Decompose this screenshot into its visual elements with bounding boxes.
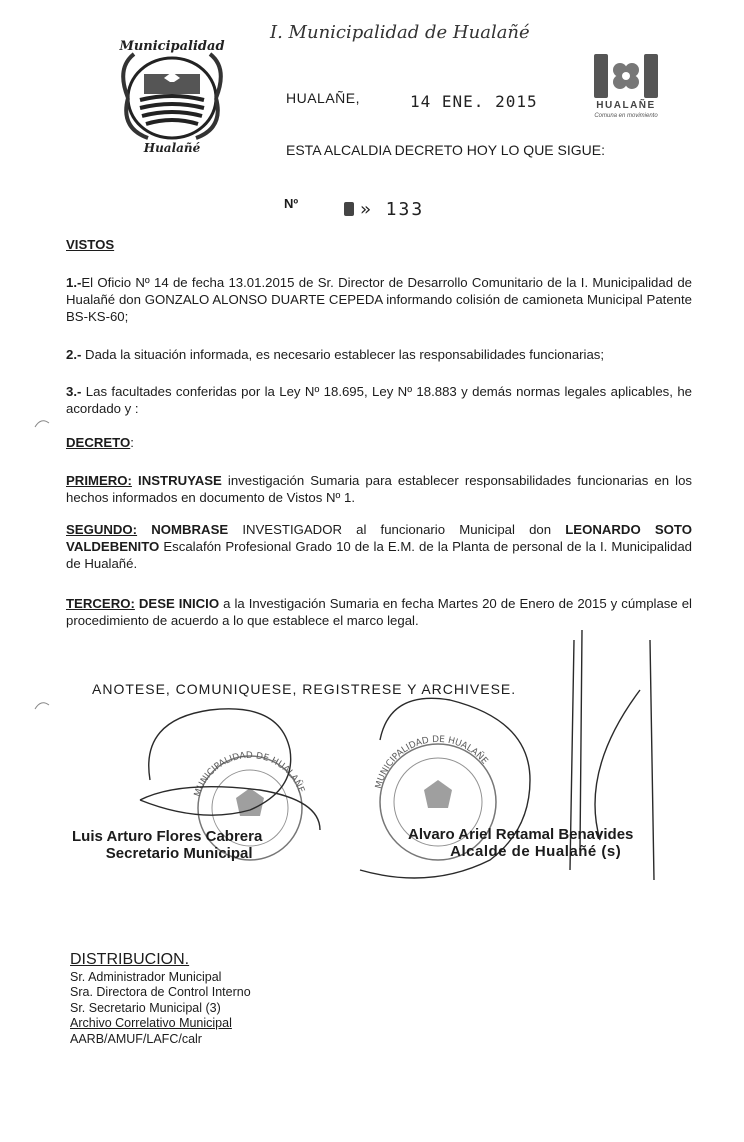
decree-date: 14 ENE. 2015 — [410, 92, 538, 111]
left-stamp-top-text: MUNICIPALIDAD DE HUALAÑE — [192, 750, 306, 799]
vistos-item-1: 1.-El Oficio Nº 14 de fecha 13.01.2015 de Sr. Director de Desarrollo Comunitario de la I. Municipalidad de Hualañé don GONZALO ALONSO DUARTE CEPEDA informando colisión de camioneta Municipal Patente BS-KS-60; — [66, 275, 692, 324]
hualane-brand-logo — [576, 52, 676, 124]
left-signatory — [72, 828, 262, 862]
right-signatory — [408, 826, 633, 860]
vistos-item-2: 2.- Dada la situación informada, es necesario establecer las responsabilidades funcionarias; — [66, 347, 605, 362]
decreto-primero: PRIMERO: INSTRUYASE investigación Sumaria para establecer responsabilidades funcionarias en los hechos informados en documento de Vistos Nº 1. — [66, 473, 692, 505]
brand-h-icon — [590, 52, 662, 100]
decree-number: » 133 — [360, 199, 425, 220]
ink-blot — [344, 202, 354, 216]
institution-title: I. Municipalidad de Hualañé — [270, 22, 530, 43]
closing-formula: ANOTESE, COMUNIQUESE, REGISTRESE Y ARCHIVESE. — [92, 681, 517, 697]
distribution-item: Sr. Secretario Municipal (3) — [70, 1000, 221, 1015]
margin-mark — [34, 416, 50, 428]
left-signatory-title: Secretario Municipal — [105, 845, 253, 862]
brand-tagline: Comuna en movimiento — [594, 113, 658, 119]
distribution-title: DISTRIBUCION. — [70, 951, 190, 968]
place: HUALAÑE, — [286, 90, 361, 106]
distribution-initials: AARB/AMUF/LAFC/calr — [70, 1031, 202, 1046]
decree-intro: ESTA ALCALDIA DECRETO HOY LO QUE SIGUE: — [286, 142, 605, 158]
decreto-segundo: SEGUNDO: NOMBRASE INVESTIGADOR al funcionario Municipal don LEONARDO SOTO VALDEBENITO Escalafón Profesional Grado 10 de la E.M. de la Planta de personal de la I. Municipalidad de Hualañé. — [66, 522, 692, 571]
right-signatory-title: Alcalde de Hualañé (s) — [450, 843, 622, 860]
decreto-tercero: TERCERO: DESE INICIO a la Investigación Sumaria en fecha Martes 20 de Enero de 2015 y cúmplase el procedimiento de acuerdo a lo que establece el marco legal. — [66, 596, 692, 628]
right-signatory-name: Alvaro Ariel Retamal Benavides — [408, 826, 634, 843]
brand-name: HUALAÑE — [596, 100, 656, 111]
seal-bottom-text: Hualañé — [143, 141, 201, 155]
distribution-item: Archivo Correlativo Municipal — [70, 1016, 232, 1030]
distribution-item: Sr. Administrador Municipal — [70, 969, 222, 984]
left-signatory-name: Luis Arturo Flores Cabrera — [72, 828, 263, 845]
seal-top-text: Municipalidad — [119, 39, 225, 54]
vistos-title: VISTOS — [66, 237, 115, 252]
distribution-item: Sra. Directora de Control Interno — [70, 985, 251, 999]
left-signature-scribble — [140, 709, 320, 830]
distribution — [70, 952, 251, 1047]
number-label: Nº — [284, 196, 299, 211]
municipal-seal — [108, 28, 236, 156]
right-stamp-top-text: MUNICIPALIDAD DE HUALAÑE — [374, 734, 490, 790]
vistos-item-3: 3.- Las facultades conferidas por la Ley Nº 18.695, Ley Nº 18.883 y demás normas legales aplicables, he acordado y : — [66, 384, 692, 416]
decreto-title: DECRETO: — [66, 435, 134, 450]
